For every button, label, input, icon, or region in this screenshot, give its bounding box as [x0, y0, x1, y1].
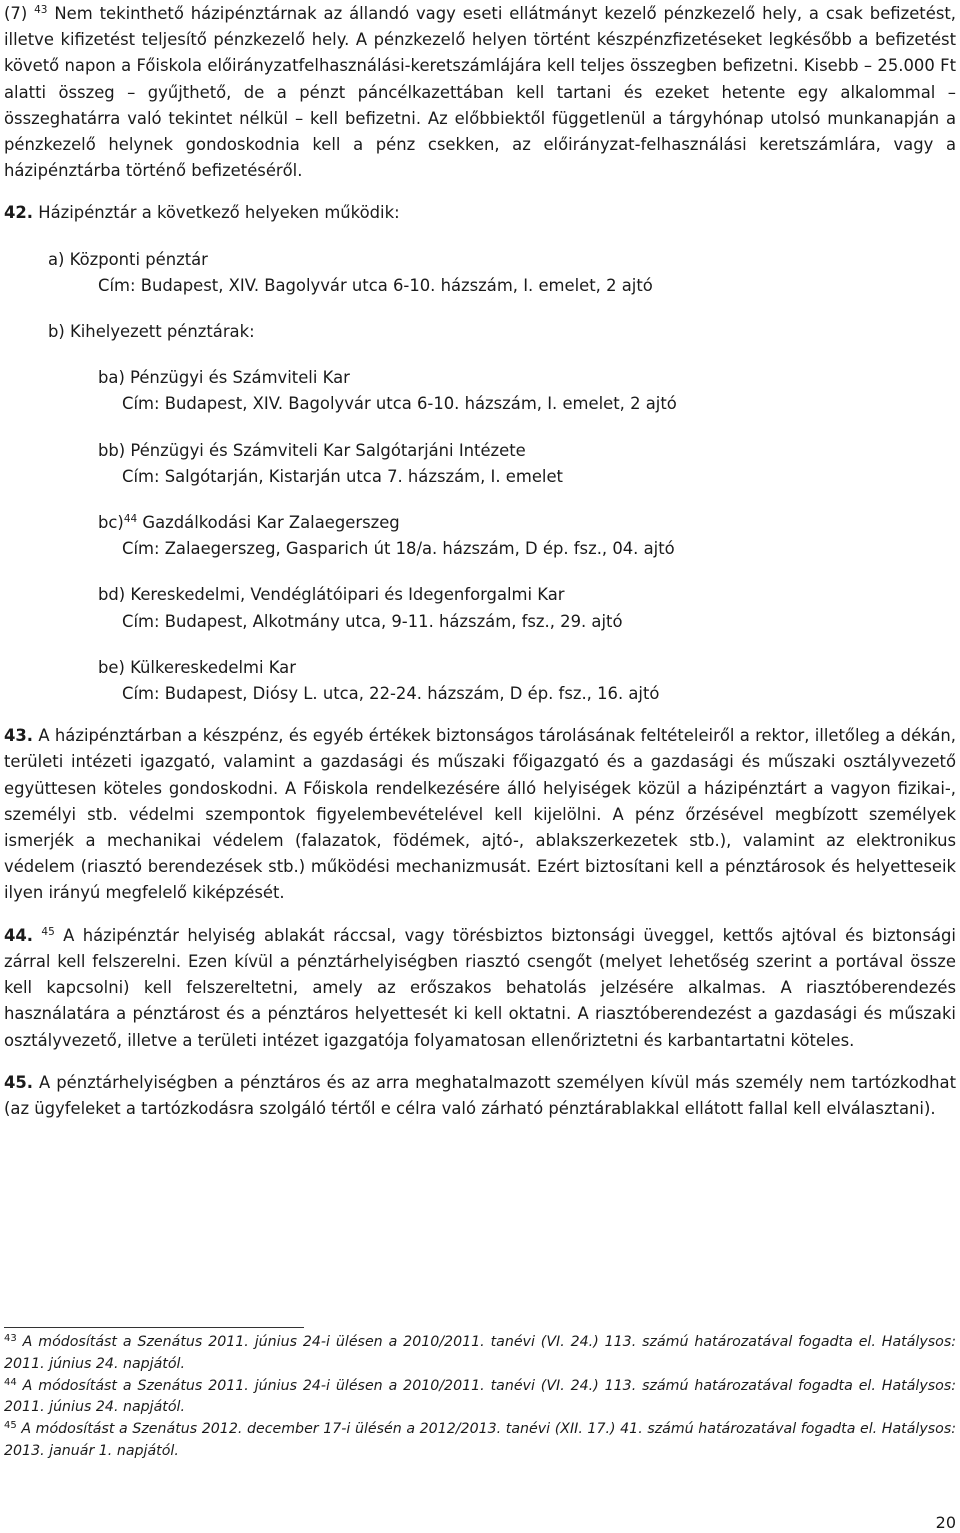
paragraph-label: (7)	[4, 4, 28, 23]
footnotes	[4, 1327, 956, 1463]
footnote-ref-45[interactable]: 45	[41, 925, 55, 938]
page-number: 20	[935, 1513, 956, 1532]
section-43	[4, 723, 956, 906]
section-45-text: A pénztárhelyiségben a pénztáros és az arra meghatalmazott személyen kívül más személy nem tartózkodhat (az ügyfeleket a tartózkodásra szolgáló tértől e célra való zárható pénztárablakkal ellátott fallal kell elválasztani).	[4, 1072, 956, 1118]
section-number: 44.	[4, 925, 34, 945]
list-item-be: be) Külkereskedelmi Kar	[98, 657, 296, 677]
footnote-ref-44[interactable]: 44	[123, 513, 138, 526]
footnote-number: 44	[4, 1376, 17, 1388]
footnote-text: A módosítást a Szenátus 2012. december 17-i ülésén a 2012/2013. tanévi (XII. 17.) 41. számú határozatával fogadta el. Hatálysos: 2013. január 1. napjától.	[4, 1421, 957, 1459]
section-43-text: A házipénztárban a készpénz, és egyéb értékek biztonságos tárolásának feltételeiről a rektor, illetőleg a dékán, területi intézeti igazgató, valamint a gazdasági és műszaki főigazgató és a gazdasági és műszaki osztályvezető együttesen köteles gondoskodni. A Főiskola rendelkezésére álló helyiségek közül a házipénztárt a vagyon fizikai-, személyi stb. védelmi szempontok figyelembevételével kell kijelölni. A pénz őrzésével megbízott személyek ismerjék a mechanikai védelem (falazatok, födémek, ajtó-, ablakszerkezetek stb.), valamint az elektronikus védelem (riasztó berendezések stb.) működési mechanizmusát. Ezért biztosítani kell a pénztárosok és helyetteseik ilyen irányú megfelelő kiképzését.	[4, 726, 956, 903]
list-item-bd: bd) Kereskedelmi, Vendéglátóipari és Idegenforgalmi Kar	[98, 585, 565, 605]
paragraph-7-text: Nem tekinthető házipénztárnak az állandó vagy eseti ellátmányt kezelő pénzkezelő hely, a csak befizetést, illetve kifizetést teljesítő pénzkezelő hely. A pénzkezelő helyen történt készpénzfizetéseket legkésőbb a befizetést követő napon a Főiskola előirányzatfelhasználási-keretszámlájára kell teljes összegben befizetni. Kisebb – 25.000 Ft alatti összeg – gyűjthető, de a pénzt páncélkazettában kell tartani és ezeket hetente egy alkalommal – összeghatárra való tekintet nélkül – kell befizetni. Az előbbiektől függetlenül a tárgyhónap utolsó munkanapján a pénzkezelő helynek gondoskodnia kell a pénz csekken, az előirányzat-felhasználási keretszámlára, vagy a házipénztárba történő befizetéséről.	[4, 4, 956, 181]
section-42-heading	[4, 200, 956, 226]
section-number: 43.	[4, 726, 34, 746]
section-45	[4, 1070, 956, 1122]
footnote-43	[4, 1332, 956, 1376]
section-42-title: Házipénztár a következő helyeken működik:	[38, 203, 400, 223]
address-a: Cím: Budapest, XIV. Bagolyvár utca 6-10. házszám, I. emelet, 2 ajtó	[98, 275, 653, 295]
address-bd: Cím: Budapest, Alkotmány utca, 9-11. házszám, fsz., 29. ajtó	[122, 611, 623, 631]
list-item-b: b) Kihelyezett pénztárak:	[48, 322, 255, 342]
footnote-text: A módosítást a Szenátus 2011. június 24-i ülésen a 2010/2011. tanévi (VI. 24.) 113. számú határozatával fogadta el. Hatálysos: 2011. június 24. napjától.	[4, 1334, 956, 1372]
footnote-45	[4, 1419, 956, 1463]
list-item-bc-prefix: bc)	[98, 513, 124, 533]
list-item-bb: bb) Pénzügyi és Számviteli Kar Salgótarjáni Intézete	[98, 440, 526, 460]
footnote-text: A módosítást a Szenátus 2011. június 24-i ülésen a 2010/2011. tanévi (VI. 24.) 113. számú határozatával fogadta el. Hatálysos: 2011. június 24. napjától.	[4, 1377, 956, 1416]
footnote-44	[4, 1376, 956, 1420]
section-42	[4, 200, 956, 707]
footnote-divider	[4, 1327, 304, 1328]
list-item-bc	[4, 510, 956, 536]
list-item-a: a) Központi pénztár	[48, 249, 208, 269]
footnote-number: 43	[4, 1333, 17, 1344]
section-44	[4, 923, 956, 1054]
list-item-bc-label: Gazdálkodási Kar Zalaegerszeg	[142, 513, 400, 533]
section-number: 45.	[4, 1072, 34, 1092]
footnote-number: 45	[4, 1420, 17, 1432]
footnote-ref-43[interactable]: 43	[34, 4, 48, 16]
section-number: 42.	[4, 203, 34, 223]
address-ba: Cím: Budapest, XIV. Bagolyvár utca 6-10. házszám, I. emelet, 2 ajtó	[122, 394, 677, 414]
section-44-text: A házipénztár helyiség ablakát ráccsal, vagy törésbiztos biztonsági üveggel, kettős ajtóval és biztonsági zárral kell felszerelni. Ezen kívül a pénztárhelyiségben riasztó csengőt (melyet lehetőség szerint a portával össze kell kapcsolni) kell felszereltetni, amely az erőszakos behatolás jelzésére alkalmas. A riasztóberendezés használatára a pénztárost és a pénztáros helyettesét ki kell oktatni. A riasztóberendezést a gazdasági és műszaki osztályvezető, illetve a területi intézet igazgatója folyamatosan ellenőriztetni és karbantartatni köteles.	[4, 925, 956, 1050]
list-item-ba: ba) Pénzügyi és Számviteli Kar	[98, 368, 350, 388]
paragraph-7	[4, 0, 956, 184]
document-page	[4, 0, 956, 1122]
address-be: Cím: Budapest, Diósy L. utca, 22-24. házszám, D ép. fsz., 16. ajtó	[122, 684, 660, 704]
address-bb: Cím: Salgótarján, Kistarján utca 7. házszám, I. emelet	[122, 466, 563, 486]
address-bc: Cím: Zalaegerszeg, Gasparich út 18/a. házszám, D ép. fsz., 04. ajtó	[122, 539, 675, 559]
